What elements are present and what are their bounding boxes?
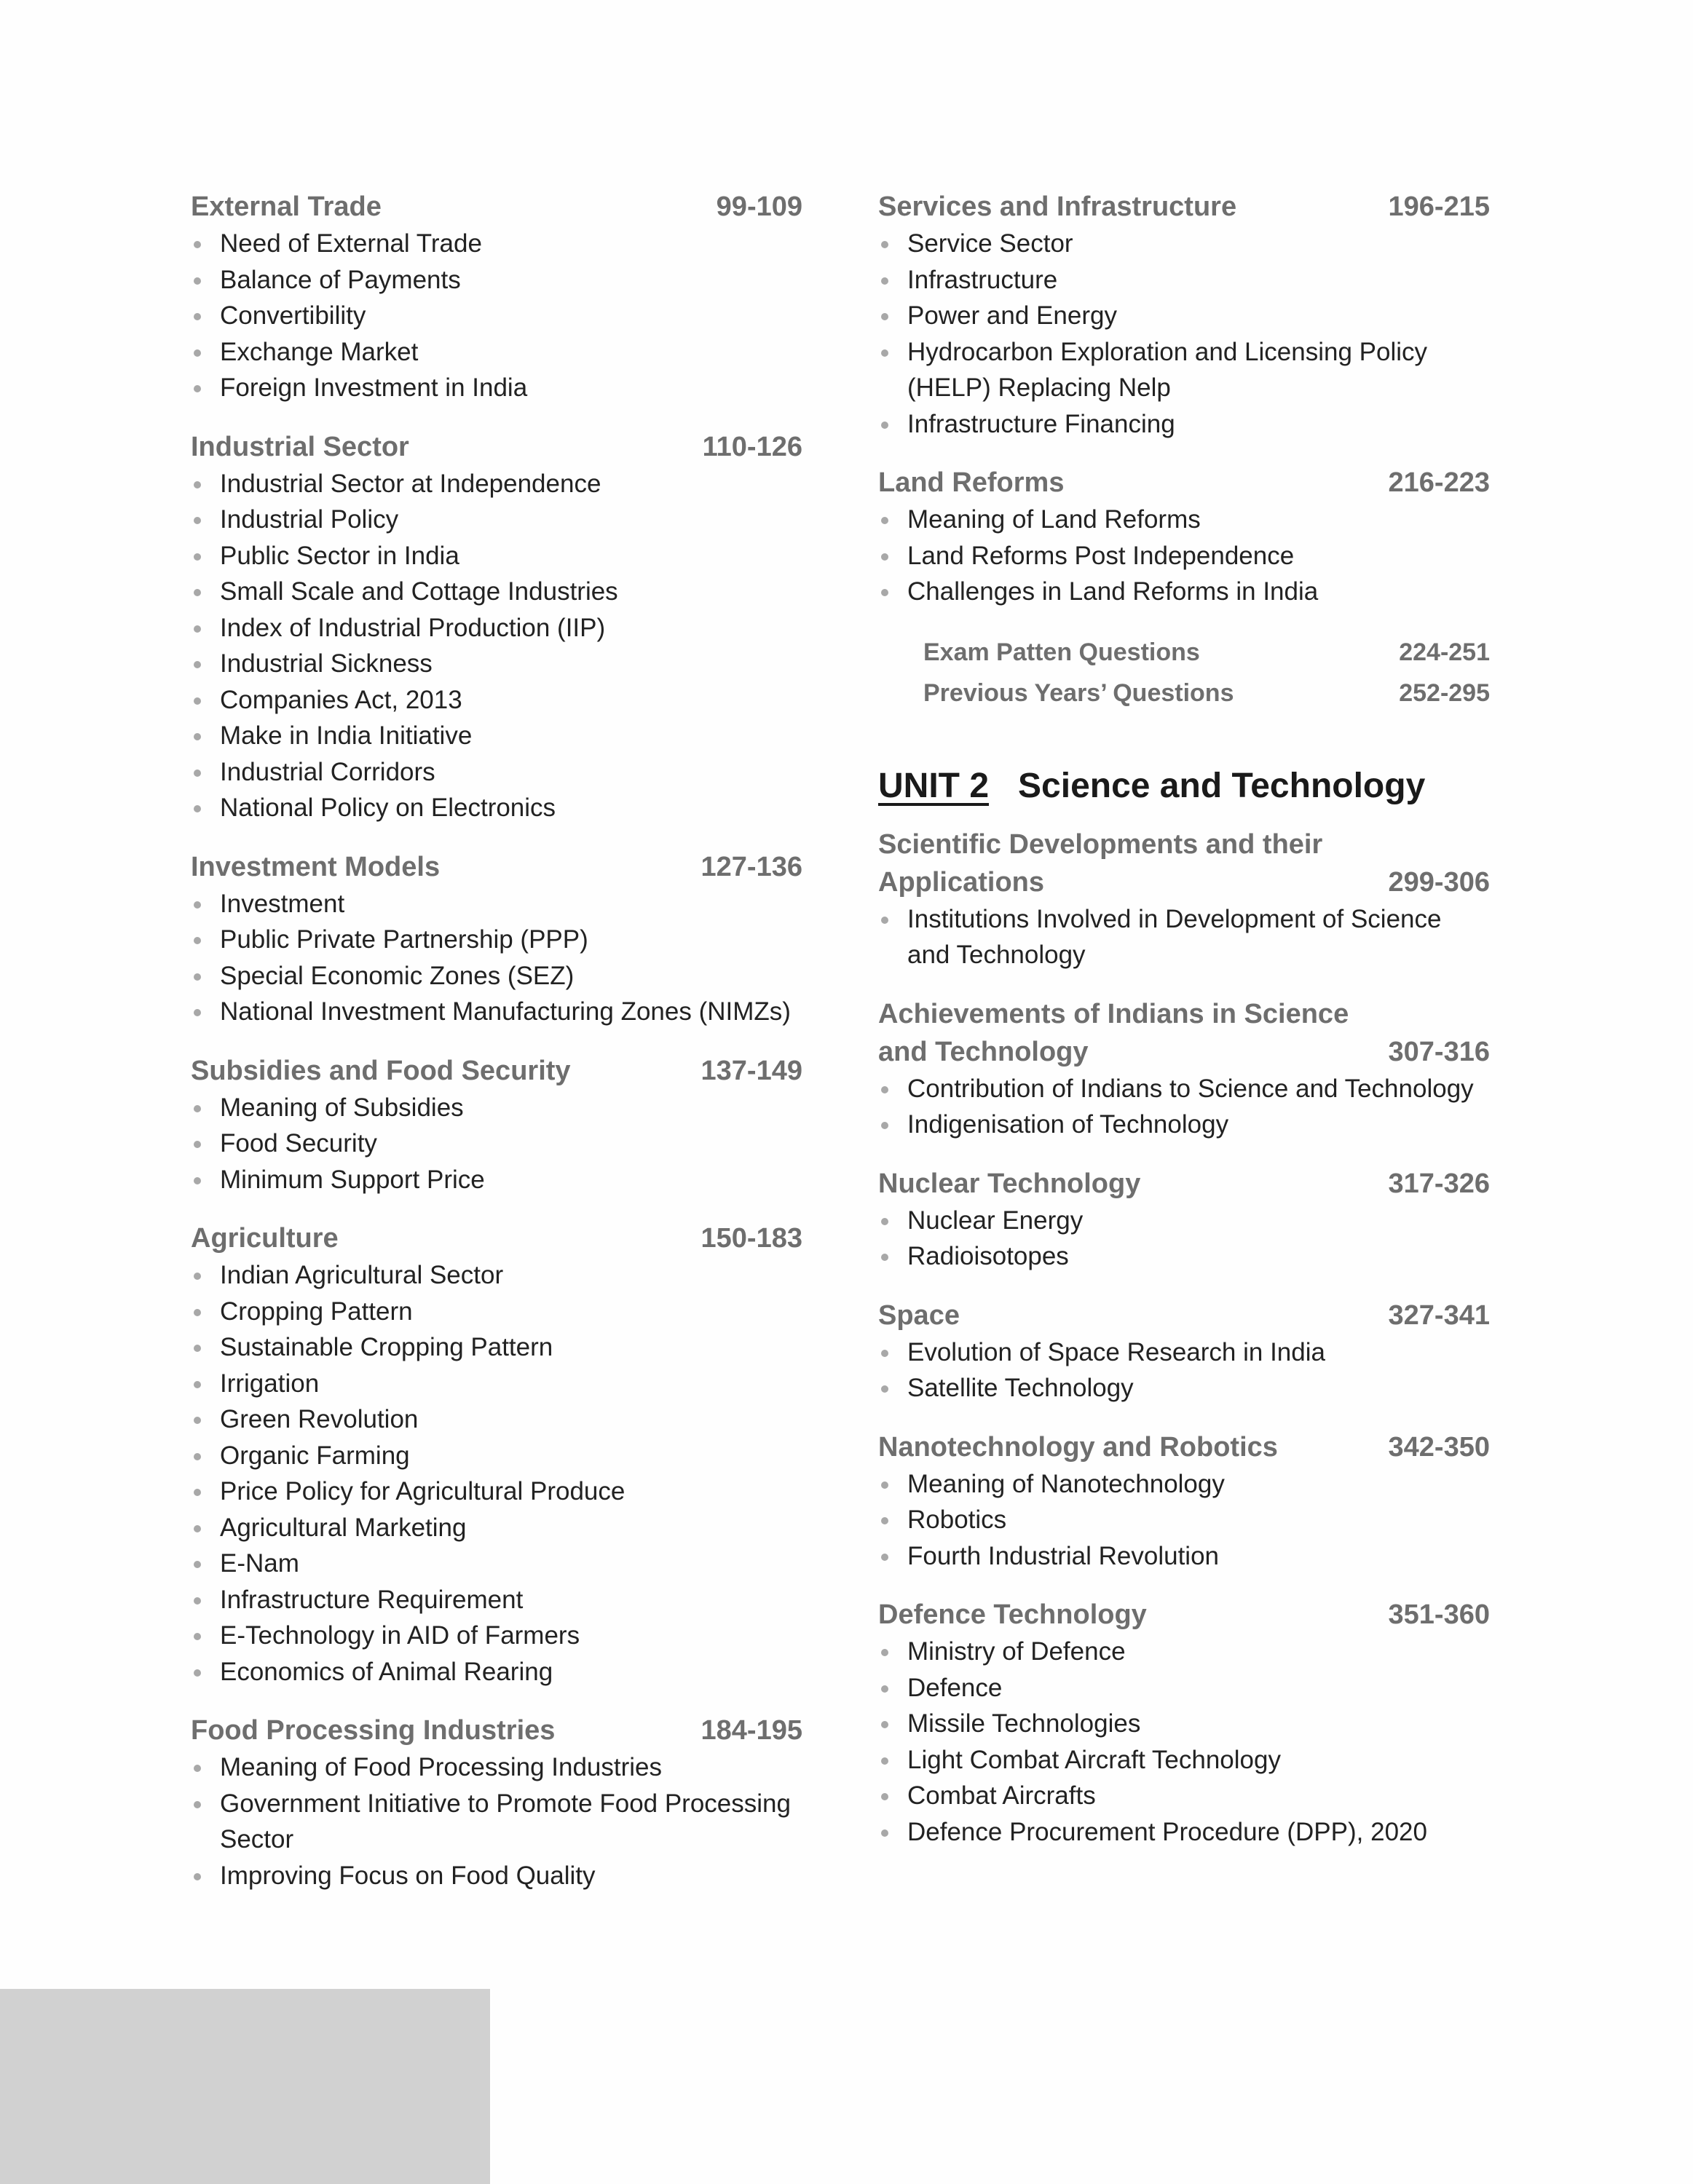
extra-entries <box>923 632 1490 713</box>
section-heading <box>878 995 1490 1071</box>
topic-item: Indian Agricultural Sector <box>191 1257 802 1294</box>
topic-item: Make in India Initiative <box>191 718 802 754</box>
section-heading <box>878 1428 1490 1466</box>
topic-item: Infrastructure <box>878 262 1490 298</box>
extra-entry <box>923 632 1490 673</box>
section-heading <box>878 1297 1490 1334</box>
topic-item: Organic Farming <box>191 1438 802 1474</box>
toc-section <box>878 1297 1490 1406</box>
topic-item: Balance of Payments <box>191 262 802 298</box>
section-heading <box>191 188 802 226</box>
section-page-range: 110-126 <box>702 431 802 462</box>
topic-item: Foreign Investment in India <box>191 370 802 406</box>
toc-section <box>878 1596 1490 1850</box>
toc-section <box>878 826 1490 973</box>
topic-item: Public Sector in India <box>191 538 802 574</box>
section-topic-list <box>191 886 802 1030</box>
section-title: Nanotechnology and Robotics <box>878 1431 1278 1463</box>
unit-label: UNIT 2 <box>878 766 990 805</box>
section-title: Industrial Sector <box>191 431 409 462</box>
section-page-range: 299-306 <box>1388 866 1490 898</box>
section-page-range: 99-109 <box>716 191 802 222</box>
topic-item: Improving Focus on Food Quality <box>191 1858 802 1894</box>
section-heading <box>191 1712 802 1749</box>
section-topic-list <box>191 1090 802 1198</box>
section-title: Achievements of Indians in Science and Technology <box>878 998 1349 1067</box>
topic-item: Industrial Corridors <box>191 754 802 791</box>
section-title: External Trade <box>191 191 382 222</box>
topic-item: Food Security <box>191 1125 802 1162</box>
section-topic-list <box>878 226 1490 442</box>
topic-item: Index of Industrial Production (IIP) <box>191 610 802 646</box>
section-title: Defence Technology <box>878 1599 1147 1630</box>
toc-section <box>878 188 1490 442</box>
section-topic-list <box>191 1257 802 1690</box>
topic-item: Radioisotopes <box>878 1238 1490 1275</box>
section-heading <box>878 464 1490 502</box>
toc-right-column <box>878 188 1490 1872</box>
toc-section <box>191 428 802 826</box>
section-title: Agriculture <box>191 1223 339 1254</box>
topic-item: Convertibility <box>191 298 802 334</box>
section-topic-list <box>878 1634 1490 1850</box>
section-title: Services and Infrastructure <box>878 191 1237 222</box>
topic-item: Need of External Trade <box>191 226 802 262</box>
topic-item: Combat Aircrafts <box>878 1778 1490 1814</box>
toc-right-bottom <box>878 826 1490 1851</box>
toc-section <box>878 1165 1490 1275</box>
section-topic-list <box>878 1466 1490 1575</box>
topic-item: Exchange Market <box>191 334 802 371</box>
section-topic-list <box>878 502 1490 610</box>
section-heading <box>191 1052 802 1090</box>
extra-title: Exam Patten Questions <box>923 638 1200 666</box>
topic-item: Institutions Involved in Development of Science and Technology <box>878 901 1490 973</box>
section-title: Land Reforms <box>878 467 1065 498</box>
section-heading <box>878 1596 1490 1634</box>
topic-item: Missile Technologies <box>878 1706 1490 1742</box>
section-topic-list <box>878 1071 1490 1143</box>
topic-item: Minimum Support Price <box>191 1162 802 1198</box>
toc-left-column <box>191 188 802 1915</box>
topic-item: Public Private Partnership (PPP) <box>191 922 802 958</box>
section-page-range: 317-326 <box>1388 1168 1490 1199</box>
topic-item: Service Sector <box>878 226 1490 262</box>
topic-item: Green Revolution <box>191 1401 802 1438</box>
section-title: Nuclear Technology <box>878 1168 1141 1199</box>
topic-item: Small Scale and Cottage Industries <box>191 574 802 610</box>
topic-item: Companies Act, 2013 <box>191 682 802 719</box>
topic-item: Special Economic Zones (SEZ) <box>191 958 802 994</box>
section-topic-list <box>191 226 802 406</box>
section-page-range: 127-136 <box>701 851 802 882</box>
topic-item: Meaning of Food Processing Industries <box>191 1749 802 1786</box>
toc-section <box>878 464 1490 610</box>
section-page-range: 150-183 <box>701 1223 802 1254</box>
section-topic-list <box>878 1334 1490 1406</box>
section-page-range: 184-195 <box>701 1715 802 1746</box>
section-page-range: 137-149 <box>701 1055 802 1086</box>
topic-item: Meaning of Land Reforms <box>878 502 1490 538</box>
toc-section <box>191 1052 802 1198</box>
topic-item: Industrial Sector at Independence <box>191 466 802 502</box>
topic-item: Meaning of Nanotechnology <box>878 1466 1490 1503</box>
toc-section <box>878 995 1490 1143</box>
topic-item: Robotics <box>878 1502 1490 1538</box>
topic-item: Challenges in Land Reforms in India <box>878 574 1490 610</box>
topic-item: Evolution of Space Research in India <box>878 1334 1490 1371</box>
section-topic-list <box>191 466 802 826</box>
section-page-range: 342-350 <box>1388 1431 1490 1463</box>
topic-item: Agricultural Marketing <box>191 1510 802 1546</box>
topic-item: Price Policy for Agricultural Produce <box>191 1473 802 1510</box>
topic-item: Contribution of Indians to Science and Technology <box>878 1071 1490 1107</box>
toc-section <box>191 188 802 406</box>
topic-item: National Investment Manufacturing Zones (NIMZs) <box>191 994 802 1030</box>
unit-heading <box>878 764 1490 808</box>
topic-item: Industrial Policy <box>191 502 802 538</box>
section-topic-list <box>878 1203 1490 1275</box>
section-title: Subsidies and Food Security <box>191 1055 571 1086</box>
topic-item: E-Nam <box>191 1546 802 1582</box>
toc-section <box>191 1712 802 1894</box>
topic-item: Irrigation <box>191 1366 802 1402</box>
section-page-range: 196-215 <box>1388 191 1490 222</box>
section-page-range: 327-341 <box>1388 1299 1490 1331</box>
toc-section <box>191 848 802 1030</box>
section-title: Food Processing Industries <box>191 1715 556 1746</box>
topic-item: Ministry of Defence <box>878 1634 1490 1670</box>
section-heading <box>191 1219 802 1257</box>
topic-item: Infrastructure Financing <box>878 406 1490 443</box>
topic-item: National Policy on Electronics <box>191 790 802 826</box>
topic-item: Nuclear Energy <box>878 1203 1490 1239</box>
topic-item: Sustainable Cropping Pattern <box>191 1329 802 1366</box>
topic-item: Light Combat Aircraft Technology <box>878 1742 1490 1779</box>
section-page-range: 351-360 <box>1388 1599 1490 1630</box>
topic-item: Infrastructure Requirement <box>191 1582 802 1618</box>
extra-title: Previous Years’ Questions <box>923 678 1234 707</box>
topic-item: Fourth Industrial Revolution <box>878 1538 1490 1575</box>
section-heading <box>878 1165 1490 1203</box>
section-topic-list <box>191 1749 802 1894</box>
section-topic-list <box>878 901 1490 973</box>
section-heading <box>878 826 1490 901</box>
section-title: Scientific Developments and their Applications <box>878 828 1323 898</box>
topic-item: Land Reforms Post Independence <box>878 538 1490 574</box>
extra-page-range: 252-295 <box>1399 678 1490 707</box>
section-heading <box>191 848 802 886</box>
topic-item: Cropping Pattern <box>191 1294 802 1330</box>
topic-item: Economics of Animal Rearing <box>191 1654 802 1690</box>
topic-item: Meaning of Subsidies <box>191 1090 802 1126</box>
topic-item: Industrial Sickness <box>191 646 802 682</box>
toc-section <box>878 1428 1490 1575</box>
unit-title: Science and Technology <box>1018 766 1426 805</box>
topic-item: Defence <box>878 1670 1490 1706</box>
extra-page-range: 224-251 <box>1399 638 1490 666</box>
section-heading <box>878 188 1490 226</box>
topic-item: Satellite Technology <box>878 1370 1490 1406</box>
extra-entry <box>923 673 1490 713</box>
corner-gray-block <box>0 1989 490 2184</box>
section-heading <box>191 428 802 466</box>
topic-item: E-Technology in AID of Farmers <box>191 1618 802 1654</box>
section-page-range: 216-223 <box>1388 467 1490 498</box>
section-title: Space <box>878 1299 960 1331</box>
topic-item: Indigenisation of Technology <box>878 1107 1490 1143</box>
topic-item: Hydrocarbon Exploration and Licensing Policy (HELP) Replacing Nelp <box>878 334 1490 406</box>
topic-item: Defence Procurement Procedure (DPP), 2020 <box>878 1814 1490 1851</box>
topic-item: Government Initiative to Promote Food Processing Sector <box>191 1786 802 1858</box>
topic-item: Investment <box>191 886 802 922</box>
toc-section <box>191 1219 802 1690</box>
section-page-range: 307-316 <box>1388 1036 1490 1067</box>
section-title: Investment Models <box>191 851 441 882</box>
toc-right-top <box>878 188 1490 610</box>
topic-item: Power and Energy <box>878 298 1490 334</box>
